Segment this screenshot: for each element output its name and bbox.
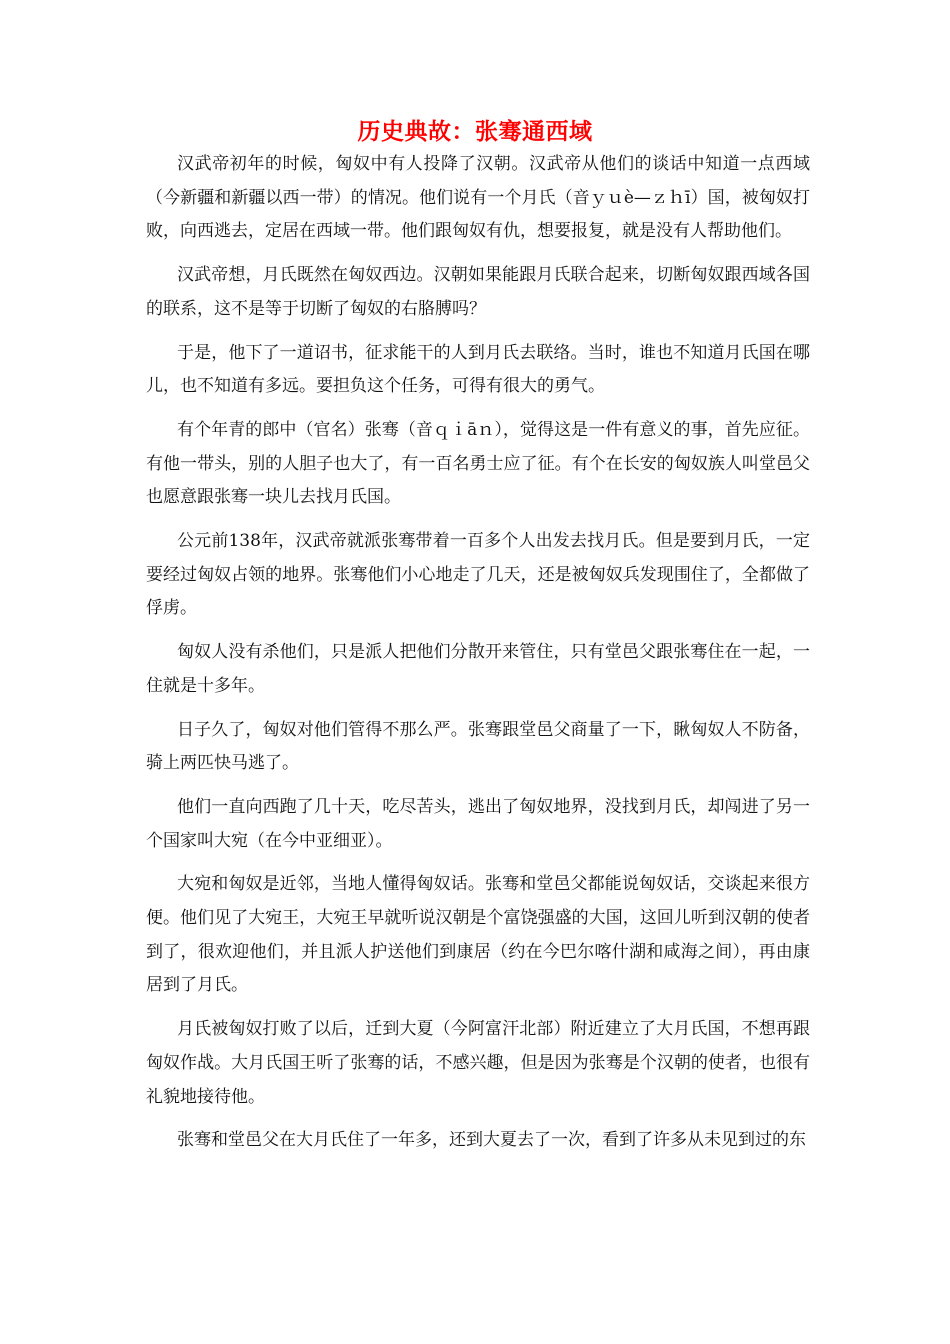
page-title: 历史典故：张骞通西域 (357, 118, 593, 145)
paragraph: 于是，他下了一道诏书，征求能干的人到月氏去联络。当时，谁也不知道月氏国在哪儿，也不知道有多远。要担负这个任务，可得有很大的勇气。 (146, 342, 810, 397)
article-body (146, 148, 810, 1158)
paragraph: 汉武帝初年的时候，匈奴中有人投降了汉朝。汉武帝从他们的谈话中知道一点西域（今新疆和新疆以西一带）的情况。他们说有一个月氏（音ｙｕè—ｚｈī）国，被匈奴打败，向西逃去，定居在西域一带。他们跟匈奴有仇，想要报复，就是没有人帮助他们。 (146, 154, 810, 242)
paragraph: 他们一直向西跑了几十天，吃尽苦头，逃出了匈奴地界，没找到月氏，却闯进了另一个国家叫大宛（在今中亚细亚）。 (146, 796, 810, 851)
paragraph: 日子久了，匈奴对他们管得不那么严。张骞跟堂邑父商量了一下，瞅匈奴人不防备，骑上两匹快马逃了。 (146, 719, 810, 774)
paragraph: 张骞和堂邑父在大月氏住了一年多，还到大夏去了一次，看到了许多从未见到过的东 (177, 1130, 806, 1151)
paragraph: 有个年青的郎中（官名）张骞（音ｑｉāｎ），觉得这是一件有意义的事，首先应征。有他一带头，别的人胆子也大了，有一百名勇士应了征。有个在长安的匈奴族人叫堂邑父也愿意跟张骞一块儿去找月氏国。 (146, 419, 810, 508)
paragraph: 汉武帝想，月氏既然在匈奴西边。汉朝如果能跟月氏联合起来，切断匈奴跟西域各国的联系，这不是等于切断了匈奴的右胳膊吗？ (146, 265, 810, 319)
paragraph: 月氏被匈奴打败了以后，迁到大夏（今阿富汗北部）附近建立了大月氏国，不想再跟匈奴作战。大月氏国王听了张骞的话，不感兴趣，但是因为张骞是个汉朝的使者，也很有礼貌地接待他。 (146, 1019, 810, 1107)
paragraph: 匈奴人没有杀他们，只是派人把他们分散开来管住，只有堂邑父跟张骞住在一起，一住就是十多年。 (146, 642, 810, 696)
paragraph: 公元前138年，汉武帝就派张骞带着一百多个人出发去找月氏。但是要到月氏，一定要经过匈奴占领的地界。张骞他们小心地走了几天，还是被匈奴兵发现围住了，全都做了俘虏。 (146, 531, 810, 619)
paragraph: 大宛和匈奴是近邻，当地人懂得匈奴话。张骞和堂邑父都能说匈奴话，交谈起来很方便。他们见了大宛王，大宛王早就听说汉朝是个富饶强盛的大国，这回儿听到汉朝的使者到了，很欢迎他们，并且派人护送他们到康居（约在今巴尔喀什湖和咸海之间），再由康居到了月氏。 (146, 874, 810, 996)
